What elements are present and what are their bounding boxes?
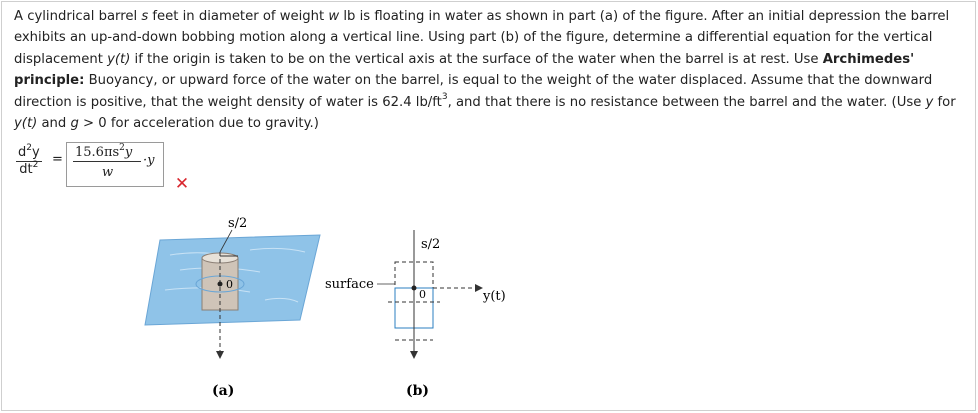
- yt-label: y(t): [483, 289, 506, 304]
- zero-label-a: 0: [226, 278, 233, 291]
- s-half-label-b: s/2: [421, 237, 441, 252]
- answer-denominator: w: [102, 165, 114, 180]
- archimedes-term: Archimedes' principle:: [14, 51, 915, 89]
- zero-label-b: 0: [419, 288, 426, 301]
- fraction-bar: [73, 161, 141, 162]
- s-half-label-a: s/2: [228, 216, 248, 231]
- part-b-label: (b): [406, 383, 430, 399]
- answer-numerator: $15.6\pi s^2y$: [75, 142, 133, 160]
- problem-statement: A cylindrical barrel s feet in diameter of weight w lb is floating in water as shown in part (a) of the figure. After an initial depression the barrel exhibits an up-and-down bobbing motion along a vertical line. Using part (b) of the figure, determine a differential equation for the vertical displacement y(t) if the origin is taken to be on the vertical axis at the surface of the water when the barrel is at rest. Use Archimedes' principle: Buoyancy, or upward force of the water on the barrel, is equal to the weight of the water displaced. Assume that the downward direction is positive, that the weight density of water is 62.4 $lb/ft^3$, and that there is no resistance between the barrel and the water. (Use y for y(t) and g > 0 for acceleration due to gravity.): [14, 9, 956, 132]
- incorrect-x-icon: ✕: [174, 174, 190, 194]
- answer-trailing-y: ·y: [143, 153, 155, 168]
- part-a-label: (a): [212, 383, 235, 399]
- equals-sign: =: [52, 152, 63, 167]
- derivative-lhs: $\frac{d^2y}{dt^2}$: [18, 142, 40, 177]
- answer-input-box[interactable]: [66, 142, 164, 187]
- surface-label: surface: [325, 277, 374, 292]
- barrel-figure: [140, 210, 540, 410]
